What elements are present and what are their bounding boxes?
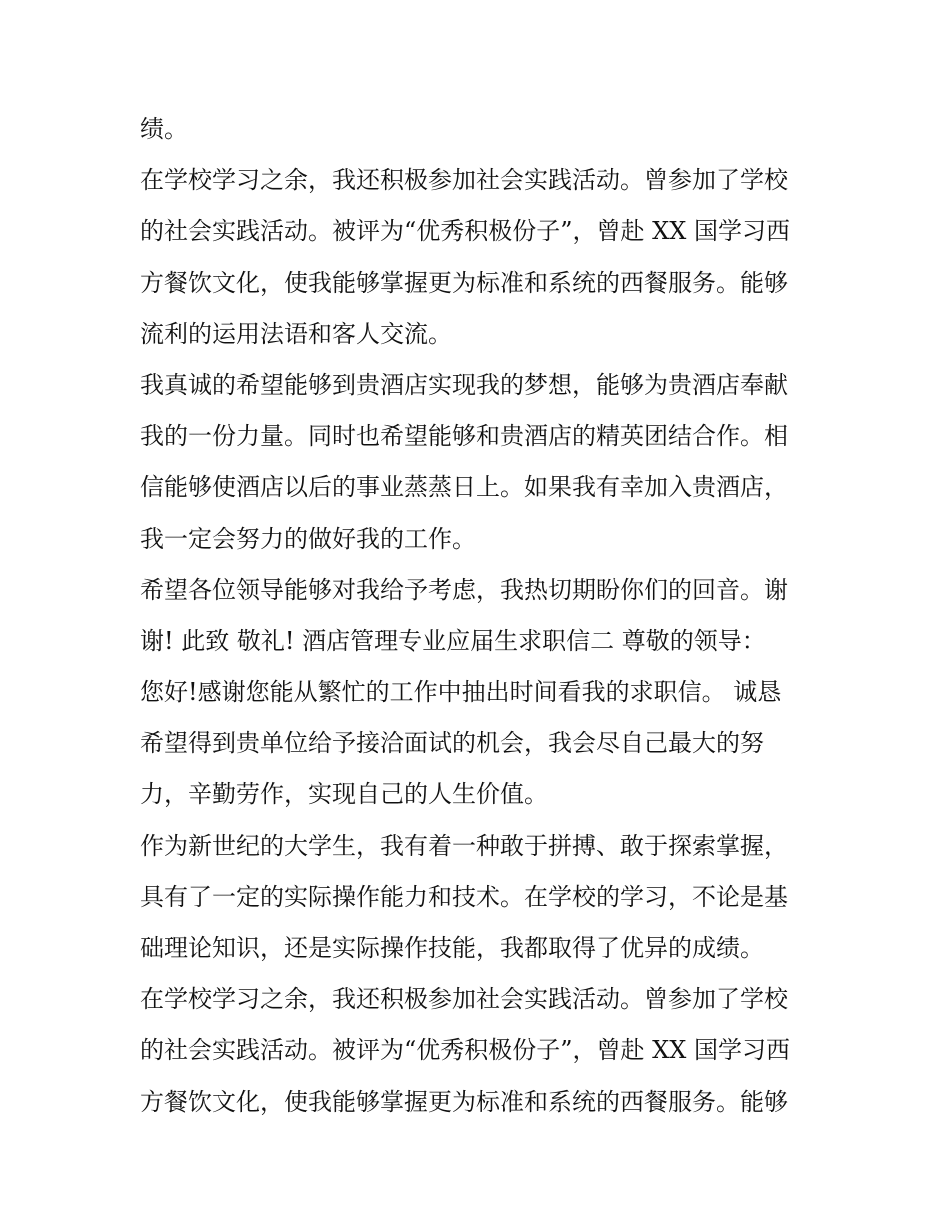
text-line-19: 的社会实践活动。被评为“优秀积极份子”，曾赴 XX 国学习西	[140, 1036, 790, 1065]
text-line-20: 方餐饮文化，使我能够掌握更为标准和系统的西餐服务。能够	[140, 1087, 788, 1116]
text-line-15: 作为新世纪的大学生，我有着一种敢于拼搏、敢于探索掌握，	[140, 831, 788, 860]
text-line-1: 绩。	[140, 115, 188, 143]
text-line-7: 我的一份力量。同时也希望能够和贵酒店的精英团结合作。相	[140, 422, 788, 451]
text-line-11: 谢! 此致 敬礼! 酒店管理专业应届生求职信二 尊敬的领导：	[140, 626, 766, 655]
text-line-16: 具有了一定的实际操作能力和技术。在学校的学习，不论是基	[140, 882, 788, 911]
text-line-6: 我真诚的希望能够到贵酒店实现我的梦想，能够为贵酒店奉献	[140, 370, 788, 399]
text-line-18: 在学校学习之余，我还积极参加社会实践活动。曾参加了学校	[140, 985, 788, 1014]
text-line-4: 方餐饮文化，使我能够掌握更为标准和系统的西餐服务。能够	[140, 268, 788, 297]
body-text	[140, 104, 820, 1128]
text-line-3: 的社会实践活动。被评为“优秀积极份子”，曾赴 XX 国学习西	[140, 217, 790, 246]
text-line-2: 在学校学习之余，我还积极参加社会实践活动。曾参加了学校	[140, 166, 788, 195]
text-line-12: 您好!感谢您能从繁忙的工作中抽出时间看我的求职信。 诚恳	[140, 678, 782, 707]
text-line-13: 希望得到贵单位给予接洽面试的机会，我会尽自己最大的努	[140, 729, 764, 758]
text-line-14: 力，辛勤劳作，实现自己的人生价值。	[140, 780, 548, 809]
text-line-5: 流利的运用法语和客人交流。	[140, 319, 452, 348]
text-line-9: 我一定会努力的做好我的工作。	[140, 524, 476, 553]
text-line-17: 础理论知识，还是实际操作技能，我都取得了优异的成绩。	[140, 934, 764, 962]
text-line-10: 希望各位领导能够对我给予考虑，我热切期盼你们的回音。谢	[140, 575, 788, 604]
text-line-8: 信能够使酒店以后的事业蒸蒸日上。如果我有幸加入贵酒店，	[140, 473, 788, 502]
